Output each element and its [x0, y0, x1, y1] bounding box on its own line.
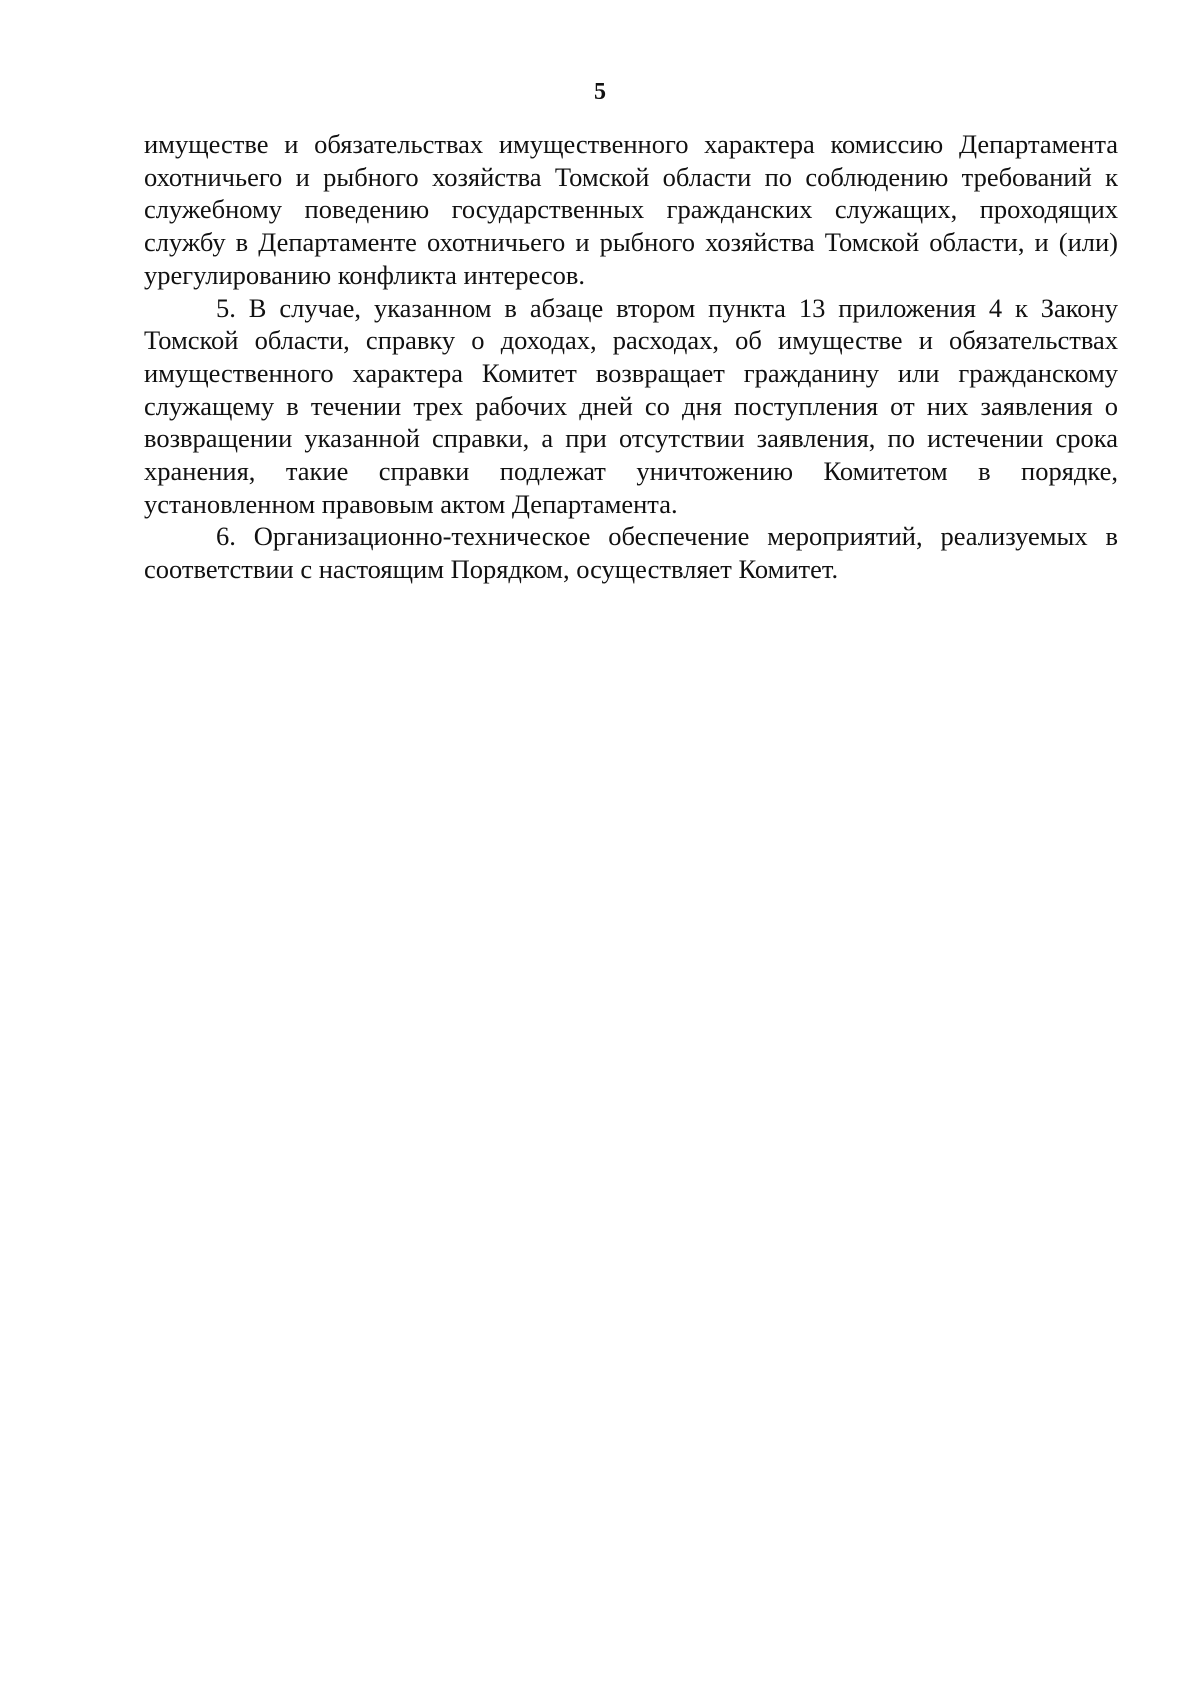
- paragraph-continuation: имуществе и обязательствах имущественного характера комиссию Департамента охотничьего и рыбного хозяйства Томской области по соблюдению требований к служебному поведению государственных гражданских служащих, проходящих службу в Департаменте охотничьего и рыбного хозяйства Томской области, и (или) урегулированию конфликта интересов.: [144, 129, 1118, 290]
- document-body: [144, 128, 1118, 586]
- page-number: 5: [594, 79, 606, 105]
- paragraph-item-6: 6. Организационно-техническое обеспечение мероприятий, реализуемых в соответствии с настоящим Порядком, осуществляет Комитет.: [144, 521, 1118, 585]
- paragraph-item-5: 5. В случае, указанном в абзаце втором пункта 13 приложения 4 к Закону Томской области, справку о доходах, расходах, об имуществе и обязательствах имущественного характера Комитет возвращает гражданину или гражданскому служащему в течении трех рабочих дней со дня поступления от них заявления о возвращении указанной справки, а при отсутствии заявления, по истечении срока хранения, такие справки подлежат уничтожению Комитетом в порядке, установленном правовым актом Департамента.: [144, 292, 1118, 519]
